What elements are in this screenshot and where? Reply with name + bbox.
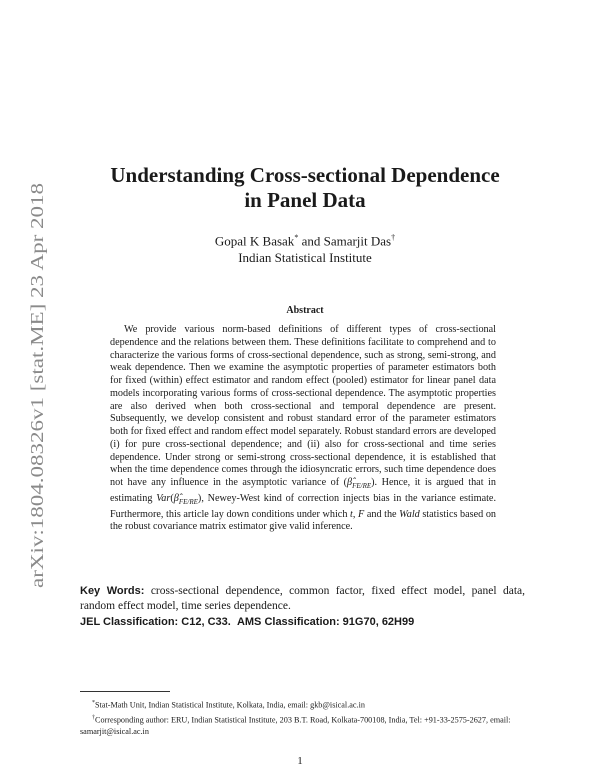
footnote-1 <box>80 697 525 712</box>
page-number: 1 <box>297 755 303 767</box>
footnote-divider <box>80 691 170 692</box>
author-2-footnote-mark: † <box>391 233 396 242</box>
beta-subscript-2: FE/RE <box>178 497 198 506</box>
keywords-section <box>80 584 525 613</box>
abstract-text-part-1: We provide various norm-based definitions of different types of cross-sectional dependence and the relations between them. These definitions facilitate to comprehend and to characterize the various forms of cross-sectional dependence, such as strong, semi-strong, and weak dependence. Then we examine the asymptotic properties of parameter estimators both for fixed (within) effect estimator and random effect (pooled) estimator for linear panel data models incorporating various forms of cross-sectional dependence. The asymptotic properties are also derived when both cross-sectional and temporal dependence are present. Subsequently, we develop consistent and robust standard error of the parameter estimators both for fixed effect and random effect model separately. Robust standard errors are developed (i) for pure cross-sectional dependence; and (ii) also for cross-sectional and time series dependence. Under strong or semi-strong cross-sectional dependence, it is established that when the time dependence comes through the idiosyncratic errors, such time dependence does not have any influence in the asymptotic variance of ( <box>110 324 496 488</box>
beta-subscript-1: FE/RE <box>352 482 372 491</box>
abstract-text-part-3: , Newey-West kind of correction injects bias in the variance estimate. Furthermore, this article lay down conditions under which <box>110 492 496 520</box>
author-1-footnote-mark: * <box>294 233 299 242</box>
f-statistic-symbol: F <box>358 508 365 520</box>
keywords-label: Key Words: <box>80 585 145 597</box>
beta-hat-symbol-1: β̂ <box>347 477 353 488</box>
classification-line <box>80 616 525 628</box>
jel-classification: JEL Classification: C12, C33. <box>80 616 231 628</box>
footnote-1-mark: * <box>92 700 95 706</box>
arxiv-stamp-svg <box>22 180 52 590</box>
beta-hat-symbol-2: β̂ <box>173 492 179 504</box>
abstract-paragraph <box>110 324 496 534</box>
footnote-1-text: Stat-Math Unit, Indian Statistical Institute, Kolkata, India, email: gkb@isical.ac.in <box>95 700 365 710</box>
paper-title <box>80 163 530 213</box>
footnote-2-text: Corresponding author: ERU, Indian Statistical Institute, 203 B.T. Road, Kolkata-700108, India, Tel: +91-33-2575-2627, email: samarjit@isical.ac.in <box>80 715 511 737</box>
footnote-2 <box>80 712 525 739</box>
author-1-name: Gopal K Basak <box>214 233 295 249</box>
abstract-comma: , <box>352 508 358 520</box>
title-line-2: in Panel Data <box>244 188 366 212</box>
arxiv-identifier-stamp <box>22 180 52 590</box>
author-block <box>80 229 530 266</box>
footnotes <box>80 697 525 738</box>
abstract-text-part-2: ). Hence, it is argued that in estimating <box>110 477 496 504</box>
footnote-2-mark: † <box>92 714 95 721</box>
title-line-1: Understanding Cross-sectional Dependence <box>110 163 500 187</box>
abstract-and-the: and the <box>364 508 400 520</box>
t-statistic-symbol: t <box>350 508 353 520</box>
var-close-paren: ) <box>197 492 202 504</box>
abstract-text-end: statistics based on the robust covariance matrix estimator give valid inference. <box>110 508 497 533</box>
var-open-paren: ( <box>170 492 174 504</box>
author-conjunction: and <box>298 233 324 249</box>
arxiv-stamp-text: arXiv:1804.08326v1 [stat.ME] 23 Apr 2018 <box>27 271 47 588</box>
author-line <box>80 229 530 249</box>
ams-classification: AMS Classification: 91G70, 62H99 <box>236 616 415 628</box>
affiliation: Indian Statistical Institute <box>238 250 372 266</box>
author-2-name: Samarjit Das <box>323 233 392 249</box>
abstract-heading: Abstract <box>286 305 324 316</box>
abstract-body <box>110 324 496 534</box>
var-operator: Var <box>156 492 171 504</box>
wald-statistic-symbol: Wald <box>399 508 420 520</box>
keywords-text: cross-sectional dependence, common factor, fixed effect model, panel data, random effect model, time series dependence. <box>80 585 525 612</box>
